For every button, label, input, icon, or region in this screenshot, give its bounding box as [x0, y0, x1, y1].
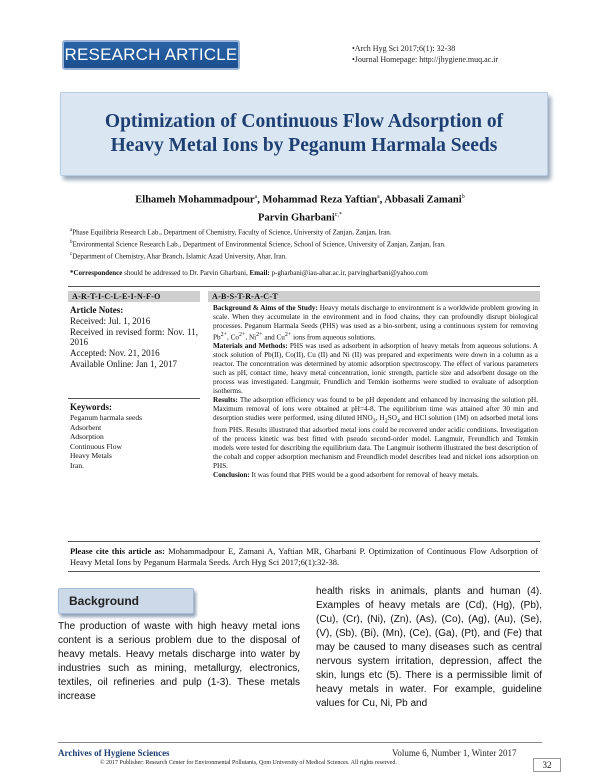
abstract-text: , Ni — [245, 333, 257, 342]
author-name: Parvin Gharbani — [258, 212, 335, 223]
title-line-1: Optimization of Continuous Flow Adsorption of — [104, 111, 504, 132]
abstract-text: and Cu — [262, 333, 285, 342]
divider — [68, 571, 540, 572]
citation — [70, 546, 538, 567]
article-type-badge: RESEARCH ARTICLE — [62, 40, 240, 70]
abstract-section-label: Materials and Methods: — [213, 342, 288, 351]
abstract-text: It was found that PHS would be a good adsorbent for removal of heavy metals. — [249, 470, 479, 479]
correspondence-text: should be addressed to Dr. Parvin Gharbani, — [122, 269, 250, 277]
correspondence-label: *Correspondence — [70, 269, 123, 277]
abstract-text: The adsorption efficiency was found to be pH dependent and enhanced by increasing the solution pH. Maximum removal of ions were obtained at pH=4-8. The equilibrium time was attained after 30 min and desorption studies were performed, using diluted HNO — [213, 395, 538, 422]
author-name: , Abbasali Zamani — [379, 194, 462, 206]
title-line-2: Heavy Metal Ions by Peganum Harmala Seeds — [110, 135, 498, 156]
abstract-text: , Co — [226, 333, 239, 342]
ion-charge: 2+ — [238, 331, 246, 338]
journal-info — [352, 43, 498, 65]
abstract-text: PHS was used as adsorbent in adsorption of heavy metals from aqueous solutions. A stock solution of Pb(II), Co(II), Cu (II) and Ni (II) was prepared and experiments were down in a column as a reactor. The concentration was determined by atomic adsorption spectroscopy. The effect of various parameters such as pH, contact time, heavy metal concentration, ionic strength, particle size and adsorbent dosage on the process was investigated. Langmuir, Frundlich and Temkin isotherms were studied to evaluate of adsorption isotherms. — [213, 342, 538, 395]
affiliation-sup: c — [70, 251, 73, 257]
keyword: Heavy Metals — [70, 451, 112, 460]
keyword: Adsorbent — [70, 422, 102, 432]
abstract-heading: A-B-S-T-R-A-C-T — [208, 291, 540, 302]
formula-subscript: 2 — [384, 418, 388, 425]
affiliation-sup: b — [70, 239, 73, 245]
formula-subscript: 3 — [372, 418, 376, 425]
author-sup: c,* — [334, 211, 342, 218]
keyword: Adsorption — [70, 432, 104, 441]
article-notes-label: Article Notes: — [70, 305, 124, 315]
section-heading-background: Background — [58, 588, 194, 614]
keyword: Iran. — [70, 460, 84, 470]
keyword: Continuous Flow — [70, 441, 122, 451]
abstract-section-label: Background & Aims of the Study: — [213, 304, 318, 312]
affiliation-text: Phase Equilibria Research Lab., Department of Chemistry, Faculty of Science, University of Zanjan, Zanjan, Iran. — [72, 228, 392, 237]
online-date: Available Online: Jan 1, 2017 — [70, 358, 178, 369]
body-text-left: The production of waste with high heavy metal ions content is a serious problem due to the disposal of heavy metals. Heavy metals discharge into water by industries such as mining, metallurgy, electronics, textiles, oil refineries and pulp (1-3). These metals increase — [58, 621, 300, 702]
abstract-methods — [213, 342, 538, 396]
author-sup: a — [254, 194, 258, 200]
abstract-text: , H — [375, 413, 385, 422]
affiliation-text: Department of Chemistry, Ahar Branch, Islamic Azad University, Ahar, Iran. — [72, 251, 287, 260]
affiliation — [70, 238, 446, 250]
body-text-right: health risks in animals, plants and human (4). Examples of heavy metals are (Cd), (Hg), (Pb), (Cu), (Cr), (Ni), (Zn), (As), (Co), (Ag), (Au), (Se), (V), (Sb), (Bi), (Mn), (Ce), (Ga), (Pt), and (Fe) that may be caused to many diseases such as central nervous system irritation, depression, affect the skin, lungs etc (5). There is a permissible limit of heavy metals in water. For example, guideline values for Cu, Ni, Pb and — [316, 586, 542, 709]
article-title — [105, 110, 503, 158]
formula-subscript: 4 — [396, 418, 400, 425]
author-sup: a — [377, 194, 380, 200]
citation-text: Mohammadpour E, Zamani A, Yaftian MR, Gharbani P. Optimization of Continuous Flow Adsorption of Heavy Metal Ions by Peganum Harmala Seeds. Arch Hyg Sci 2017;6(1):32-38. — [70, 546, 538, 567]
abstract-text: SO — [387, 413, 397, 422]
citation-label: Please cite this article as: — [70, 546, 165, 556]
abstract-body — [213, 304, 538, 480]
accepted-date: Accepted: Nov. 21, 2016 — [70, 348, 160, 359]
ion-charge: 2+ — [256, 331, 263, 338]
keywords-label: Keywords: — [70, 402, 112, 412]
abstract-background — [213, 304, 538, 342]
affiliations — [70, 226, 446, 261]
abstract-text: and HCl solution (1M) on adsorbed metal ions from PHS. Results illustrated that adsorbed metal ions could be recovered under acidic conditions. Investigation of the process kinetic was best fitted with pseudo second-order model. Langmuir, Freundlich and Temkin models were tested for describing the equilibrium data. The Langmuir isotherm illustrated the best description of the cobalt and copper adsorption mechanism and Freundlich model describes lead and nickel ions adsorption on PHS. — [213, 413, 538, 471]
article-info-heading: A-R-T-I-C-L-E-I-N-F-O — [68, 291, 200, 302]
divider — [68, 398, 200, 399]
page-number: 32 — [533, 758, 561, 772]
received-date: Received: Jul. 1, 2016 — [70, 315, 151, 326]
footer-journal: Archives of Hygiene Sciences — [58, 748, 170, 758]
author-name: Elhameh Mohammadpour — [135, 194, 255, 206]
abstract-results — [213, 396, 538, 471]
title-box — [60, 92, 548, 176]
author-list — [60, 190, 540, 225]
divider — [68, 541, 540, 542]
ion-charge: 2+ — [284, 331, 292, 338]
correspondence-email: p-gharbani@iau-ahar.ac.ir, parvingharbani@yahoo.com — [269, 269, 428, 277]
journal-citation: •Arch Hyg Sci 2017;6(1): 32-38 — [352, 44, 456, 53]
journal-homepage: •Journal Homepage: http://jhygiene.muq.ac.ir — [352, 55, 499, 64]
affiliation — [70, 250, 446, 262]
footer-volume: Volume 6, Number 1, Winter 2017 — [392, 748, 517, 758]
author-name: , Mohammad Reza Yaftian — [257, 194, 378, 206]
abstract-text: Heavy metals discharge to environment is a worldwide problem growing in scale. When they accumulate in the environment and in food chains, they can profoundly disrupt biological processes. Peganum Harmala Seeds (PHS) was used as a bio-sorbent, using a continuous system for removing Pb — [213, 304, 538, 342]
divider — [68, 286, 540, 287]
abstract-conclusion — [213, 471, 538, 480]
keyword: Peganum harmala seeds — [70, 413, 143, 422]
affiliation-sup: a — [70, 228, 73, 233]
abstract-section-label: Results: — [213, 395, 238, 404]
correspondence — [70, 269, 428, 277]
author-sup: b — [461, 194, 465, 200]
affiliation — [70, 226, 446, 238]
email-label: Email: — [249, 269, 270, 277]
revised-date: Received in revised form: Nov. 11, 2016 — [70, 326, 198, 348]
affiliation-text: Environmental Science Research Lab., Department of Environmental Science, School of Science, University of Zanjan, Zanjan, Iran. — [72, 240, 446, 249]
keywords — [70, 402, 198, 470]
abstract-section-label: Conclusion: — [213, 470, 250, 479]
abstract-text: ions from aqueous solutions. — [291, 333, 376, 342]
footer-copyright: © 2017 Publisher: Research Center for Environmental Pollutants, Qom University of Medical Sciences. All rights reserved. — [100, 760, 397, 766]
ion-charge: 2+ — [220, 331, 227, 338]
article-notes — [70, 305, 198, 370]
footer-rule — [58, 742, 542, 743]
